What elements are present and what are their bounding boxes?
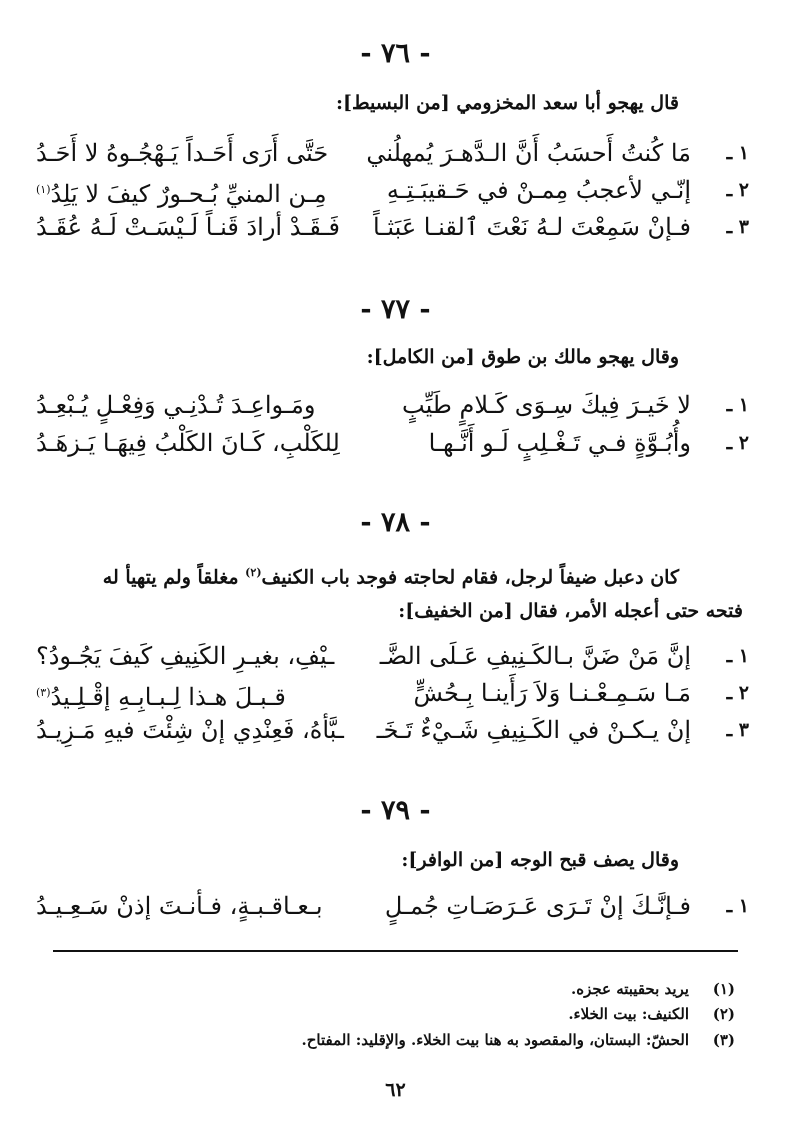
poem-intro: وقال يصف قبح الوجه [من الوافر]: [401,849,679,871]
poem-number: - ٧٧ - [360,294,431,325]
verse-first-hemistich: لا خَيـرَ فِيكَ سِـوَى كَـلامٍ طَيِّبٍ [402,391,691,419]
verse-number: ٢ ـ [726,179,749,201]
verse-number: ١ ـ [726,142,749,164]
prose-line [43,556,743,594]
verse-number: ١ ـ [726,394,749,416]
footnote [35,1027,735,1053]
verse-number: ١ ـ [726,645,749,667]
footnote [35,1001,735,1027]
prose-line: فتحه حتى أعجله الأمر، فقال [من الخفيف]: [398,600,743,623]
verse-first-hemistich: مَا كُنتُ أَحسَبُ أَنَّ الـدَّهـرَ يُمهلُني [366,139,691,167]
verse-first-hemistich: إنّـي لأعجبُ مِمـنْ في حَـقيبَـتِـهِ [386,176,691,204]
footnote-reference: (٣) [36,686,51,699]
poem-intro: وقال يهجو مالك بن طوق [من الكامل]: [366,346,679,368]
verse [0,673,791,713]
footnote-reference: (٢) [245,566,262,579]
verse-number: ٣ ـ [726,719,749,741]
hemistich-text: مِـن المنيِّ بُـحـورٌ كيفَ لا يَلِدُ [50,180,327,208]
verse-first-hemistich: وأُبُـوَّةٍ فـي تَـغْـلِبٍ لَـو أَنَّـهـا [428,429,691,457]
verse [0,385,791,425]
footnote-mark: (١) [712,980,735,998]
poem-number: - ٧٨ - [360,507,431,538]
verse-first-hemistich: إنَّ مَنْ ضَنَّ بـالكَـنِيفِ عَـلَى الضَّـ [379,642,691,670]
verse-number: ٣ ـ [726,216,749,238]
verse [0,886,791,926]
verse-first-hemistich: مَـا سَـمِـعْـنـا وَلاَ رَأَينـا بِـحُشٍّ [413,679,691,707]
footnote-text: يريد بحقيبته عجزه. [570,980,689,998]
verse [0,710,791,750]
poem-intro: قال يهجو أبا سعد المخزومي [من البسيط]: [335,92,679,114]
footnote-reference: (١) [36,183,51,196]
footnote-mark: (٣) [712,1031,735,1049]
verse-second-hemistich: ـبَّأهُ، فَعِنْدِي إنْ شِئْتَ فيهِ مَـزِيـدُ [36,716,344,744]
footnote-divider [53,950,738,952]
verse-second-hemistich: فَـقَـدْ أرادَ قَنـاً لَـيْسَـتْ لَـهُ عُقَـدُ [36,213,340,241]
verse-second-hemistich: ـيْفِ، بغيـرِ الكَنِيفِ كَيفَ يَجُـودُ؟ [36,642,335,670]
footnote-mark: (٢) [712,1005,735,1023]
verse-number: ٢ ـ [726,682,749,704]
prose-text: مغلقاً ولم يتهيأ له [102,566,246,589]
prose-text: كان دعبل ضيفاً لرجل، فقام لحاجته فوجد باب الكنيف [261,566,679,589]
verse [0,133,791,173]
prose-intro [43,556,743,628]
hemistich-text: قـبـلَ هـذا لِـبـابِـهِ إقْـلِـيدُ [50,683,286,711]
verse-second-hemistich: ومَـواعِـدَ تُـدْنِـي وَفِعْـلٍ يُـبْعِـدُ [36,391,316,419]
verse [0,207,791,247]
verse [0,170,791,210]
verse-first-hemistich: فـإنَّـكَ إنْ تَـرَى عَـرَصَـاتِ جُمـلٍ [384,892,691,920]
footnote [35,976,735,1002]
verse-number: ١ ـ [726,895,749,917]
verse-first-hemistich: إنْ يـكـنْ في الكَـنِيفِ شَـيْءٌ تَـخَـ [376,716,691,744]
poem-number: - ٧٩ - [360,795,431,826]
verse [0,423,791,463]
verse-second-hemistich: بـعـاقـبـةٍ، فـأنـتَ إذنْ سَـعِـيـدُ [36,892,323,920]
verse-first-hemistich: فـإنْ سَمِعْتَ لـهُ نَعْتَ ٱلقنـا عَبَثـاً [373,213,691,241]
page-number: ٦٢ [385,1079,406,1101]
poem-number: - ٧٦ - [360,38,431,69]
verse-second-hemistich: لِلكَلْبِ، كَـانَ الكَلْبُ فِيهَـا يَـزهَـدُ [36,429,340,457]
footnote-text: الكنيف: بيت الخلاء. [568,1005,689,1023]
verse-number: ٢ ـ [726,432,749,454]
verse-second-hemistich: حَتَّى أَرَى أَحَـداً يَـهْجُـوهُ لا أَحَـدُ [36,139,329,167]
footnote-text: الحشّ: البستان، والمقصود به هنا بيت الخلاء. والإقليد: المفتاح. [301,1031,689,1049]
verse [0,636,791,676]
